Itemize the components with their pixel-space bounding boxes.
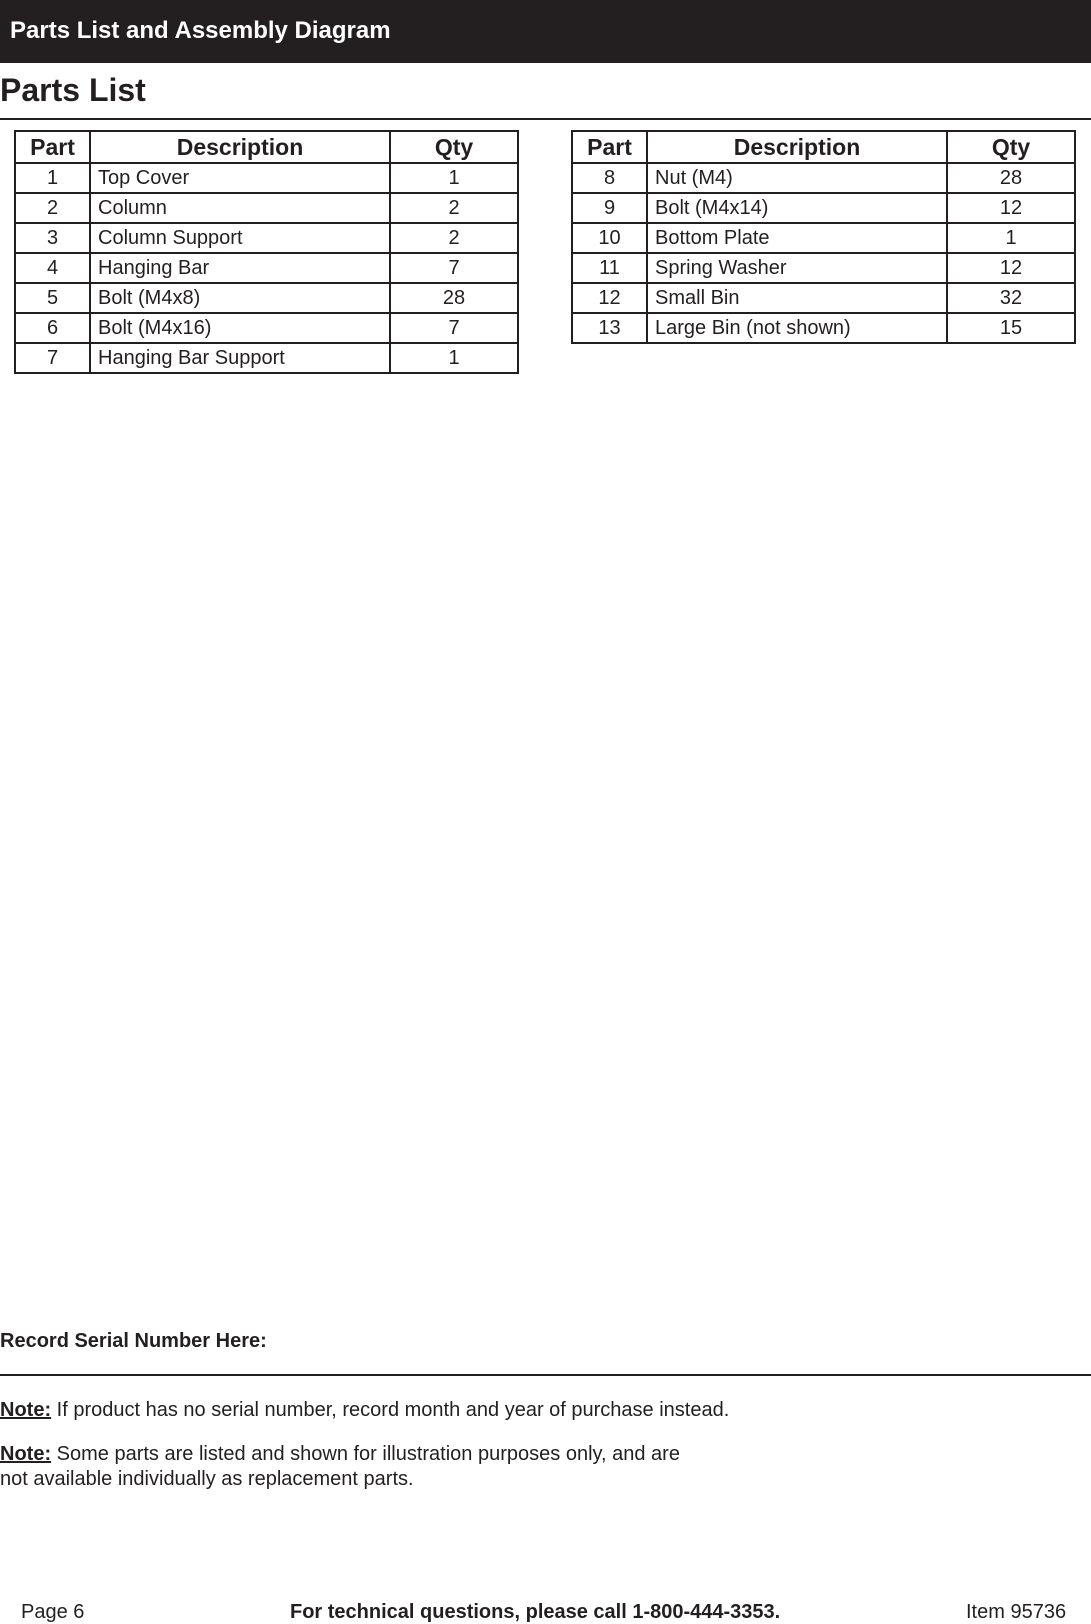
table-row	[572, 253, 1075, 283]
table-row	[15, 313, 518, 343]
part-qty: 7	[390, 313, 518, 343]
part-description: Bolt (M4x14)	[647, 193, 947, 223]
banner-title: Parts List and Assembly Diagram	[10, 17, 391, 44]
note-label: Note:	[0, 1443, 52, 1465]
part-description: Column Support	[90, 223, 390, 253]
part-description: Column	[90, 193, 390, 223]
part-number: 11	[572, 253, 647, 283]
part-qty: 15	[947, 313, 1075, 343]
part-description: Hanging Bar	[90, 253, 390, 283]
footer-tech-support: For technical questions, please call 1-800-444-3353.	[290, 1601, 781, 1623]
table-row	[15, 223, 518, 253]
parts-table-right	[571, 130, 1076, 344]
column-header-part: Part	[15, 131, 90, 163]
part-description: Hanging Bar Support	[90, 343, 390, 373]
section-divider	[0, 118, 1091, 120]
part-qty: 7	[390, 253, 518, 283]
header-banner	[0, 0, 1091, 63]
note-text: Some parts are listed and shown for illustration purposes only, and are not available individually as replacement parts.	[0, 1443, 680, 1490]
table-header-row	[15, 131, 518, 163]
table-row	[15, 163, 518, 193]
part-number: 1	[15, 163, 90, 193]
part-qty: 12	[947, 253, 1075, 283]
part-qty: 2	[390, 193, 518, 223]
part-number: 5	[15, 283, 90, 313]
part-number: 4	[15, 253, 90, 283]
table-row	[15, 283, 518, 313]
note-parts-availability	[0, 1442, 690, 1492]
part-description: Bottom Plate	[647, 223, 947, 253]
table-row	[572, 283, 1075, 313]
part-description: Large Bin (not shown)	[647, 313, 947, 343]
note-serial	[0, 1398, 729, 1423]
part-description: Nut (M4)	[647, 163, 947, 193]
table-row	[572, 313, 1075, 343]
part-number: 8	[572, 163, 647, 193]
part-qty: 28	[390, 283, 518, 313]
part-description: Bolt (M4x8)	[90, 283, 390, 313]
part-number: 3	[15, 223, 90, 253]
part-description: Bolt (M4x16)	[90, 313, 390, 343]
table-row	[15, 343, 518, 373]
table-header-row	[572, 131, 1075, 163]
column-header-qty: Qty	[947, 131, 1075, 163]
table-row	[572, 223, 1075, 253]
column-header-description: Description	[647, 131, 947, 163]
part-qty: 12	[947, 193, 1075, 223]
part-qty: 28	[947, 163, 1075, 193]
parts-table-left	[14, 130, 519, 374]
serial-number-line	[0, 1374, 1091, 1376]
section-title: Parts List	[0, 72, 146, 108]
column-header-description: Description	[90, 131, 390, 163]
part-description: Top Cover	[90, 163, 390, 193]
column-header-part: Part	[572, 131, 647, 163]
part-number: 10	[572, 223, 647, 253]
table-row	[15, 193, 518, 223]
part-number: 2	[15, 193, 90, 223]
table-row	[572, 163, 1075, 193]
serial-number-label: Record Serial Number Here:	[0, 1330, 267, 1352]
column-header-qty: Qty	[390, 131, 518, 163]
note-label: Note:	[0, 1399, 52, 1421]
note-text: If product has no serial number, record month and year of purchase instead.	[51, 1399, 730, 1421]
part-qty: 1	[390, 163, 518, 193]
part-description: Spring Washer	[647, 253, 947, 283]
table-row	[572, 193, 1075, 223]
footer-item-number: Item 95736	[966, 1601, 1067, 1623]
part-qty: 1	[390, 343, 518, 373]
part-number: 6	[15, 313, 90, 343]
footer-page-number: Page 6	[21, 1601, 85, 1623]
table-row	[15, 253, 518, 283]
part-number: 13	[572, 313, 647, 343]
part-number: 7	[15, 343, 90, 373]
part-description: Small Bin	[647, 283, 947, 313]
part-number: 12	[572, 283, 647, 313]
part-qty: 32	[947, 283, 1075, 313]
part-qty: 1	[947, 223, 1075, 253]
part-number: 9	[572, 193, 647, 223]
part-qty: 2	[390, 223, 518, 253]
